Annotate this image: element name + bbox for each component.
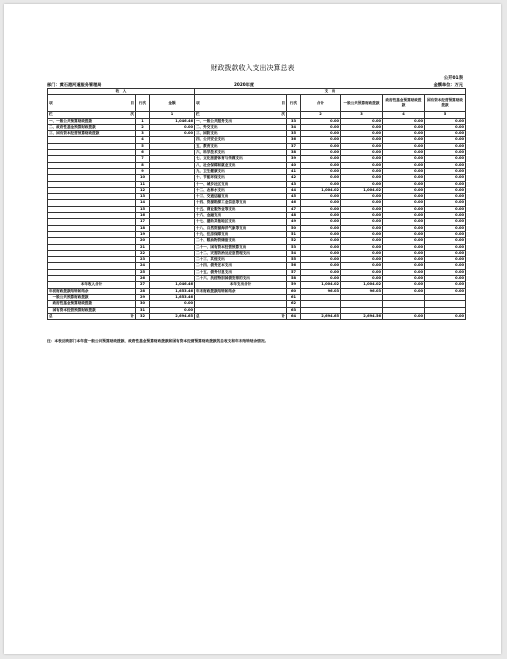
income-row-no: 29 bbox=[136, 294, 150, 300]
total-amount: 1,004.02 bbox=[301, 187, 341, 193]
gov-fund-amount: 0.00 bbox=[383, 118, 425, 124]
expense-row-no: 37 bbox=[287, 143, 301, 149]
general-budget-amount: 0.00 bbox=[341, 244, 383, 250]
gov-fund-amount: 0.00 bbox=[383, 124, 425, 130]
gov-fund-amount: 0.00 bbox=[383, 225, 425, 231]
general-budget-amount: 0.00 bbox=[341, 238, 383, 244]
income-row-no: 18 bbox=[136, 225, 150, 231]
general-budget-amount: 0.00 bbox=[341, 137, 383, 143]
expense-item: 九、卫生健康支出 bbox=[195, 168, 287, 174]
state-capital-amount: 0.00 bbox=[425, 181, 466, 187]
expense-row-no: 59 bbox=[287, 282, 301, 288]
total-amount: 0.00 bbox=[301, 231, 341, 237]
general-budget-amount: 0.00 bbox=[341, 206, 383, 212]
gov-fund-amount: 0.00 bbox=[383, 162, 425, 168]
total-income-label-text: 总 bbox=[49, 313, 53, 318]
state-capital-amount: 0.00 bbox=[425, 231, 466, 237]
expense-row-no: 51 bbox=[287, 231, 301, 237]
total-amount: 0.00 bbox=[301, 194, 341, 200]
state-capital-amount: 0.00 bbox=[425, 175, 466, 181]
gov-fund-amount: 0.00 bbox=[383, 156, 425, 162]
header-ci: 次 bbox=[130, 112, 134, 117]
gov-fund-amount: 0.00 bbox=[383, 231, 425, 237]
total-general-budget-text: 2,694.56 bbox=[363, 313, 381, 318]
footnote: 注：本表反映部门本年度一般公共预算财政拨款、政府性基金预算财政拨款和国有资本经营预算财政拨款的总收支和年末结转结余情况。 bbox=[47, 339, 269, 343]
expense-item-header bbox=[195, 95, 287, 112]
total-amount-text: 2,694.65 bbox=[321, 313, 339, 318]
income-item: 二、政府性基金预算财政拨款 bbox=[48, 124, 136, 130]
expense-item: 一、一般公共服务支出 bbox=[195, 118, 287, 124]
income-row-no: 28 bbox=[136, 288, 150, 294]
income-item: 国有资本经营预算财政拨款 bbox=[48, 307, 136, 313]
income-amount: 0.00 bbox=[150, 307, 195, 313]
general-budget-header: 一般公共预算财政拨款 bbox=[341, 95, 383, 112]
expense-item: 十一、城乡社区支出 bbox=[195, 181, 287, 187]
total-expense-label bbox=[195, 313, 287, 319]
state-capital-amount: 0.00 bbox=[425, 150, 466, 156]
income-row-no: 27 bbox=[136, 282, 150, 288]
total-amount: 0.00 bbox=[301, 131, 341, 137]
state-capital-amount: 0.00 bbox=[425, 244, 466, 250]
state-capital-amount: 0.00 bbox=[425, 276, 466, 282]
total-state-capital-text: 0.00 bbox=[455, 313, 464, 318]
gov-fund-amount: 0.00 bbox=[383, 168, 425, 174]
state-capital-amount: 0.00 bbox=[425, 187, 466, 193]
expense-row-no: 40 bbox=[287, 162, 301, 168]
general-budget-amount: 0.00 bbox=[341, 143, 383, 149]
income-row-no: 7 bbox=[136, 156, 150, 162]
expense-row-no: 33 bbox=[287, 118, 301, 124]
state-capital-amount: 0.00 bbox=[425, 194, 466, 200]
total-amount bbox=[301, 313, 341, 319]
expense-item: 五、教育支出 bbox=[195, 143, 287, 149]
total-income-label-text: 计 bbox=[130, 313, 134, 318]
income-amount-header: 金额 bbox=[150, 95, 195, 112]
gov-fund-amount: 0.00 bbox=[383, 263, 425, 269]
general-budget-amount: 0.00 bbox=[341, 200, 383, 206]
income-row-no: 12 bbox=[136, 187, 150, 193]
expense-row-no: 62 bbox=[287, 301, 301, 307]
total-amount: 0.00 bbox=[301, 244, 341, 250]
income-row-no: 6 bbox=[136, 150, 150, 156]
state-capital-amount: 0.00 bbox=[425, 168, 466, 174]
state-capital-header: 国有资本经营预算财政拨款 bbox=[425, 95, 466, 112]
general-budget-amount: 0.00 bbox=[341, 118, 383, 124]
state-capital-amount: 0.00 bbox=[425, 213, 466, 219]
expense-item: 三、国防支出 bbox=[195, 131, 287, 137]
header-item: 项 bbox=[49, 100, 53, 105]
income-row-no: 26 bbox=[136, 276, 150, 282]
expense-item: 二十五、债务付息支出 bbox=[195, 269, 287, 275]
expense-header: 支 出 bbox=[195, 89, 466, 95]
total-amount: 0.00 bbox=[301, 269, 341, 275]
unit-label: 金额单位：万元 bbox=[433, 82, 463, 87]
expense-item: 十二、农林水支出 bbox=[195, 187, 287, 193]
income-row-no-header: 行次 bbox=[136, 95, 150, 112]
income-item: 一、一般公共预算财政拨款 bbox=[48, 118, 136, 124]
total-amount: 0.00 bbox=[301, 250, 341, 256]
expense-item: 十七、援助其他地区支出 bbox=[195, 219, 287, 225]
income-row-no: 4 bbox=[136, 137, 150, 143]
income-row-no: 16 bbox=[136, 213, 150, 219]
total-amount: 0.00 bbox=[301, 124, 341, 130]
state-capital-amount: 0.00 bbox=[425, 162, 466, 168]
expense-row-no: 44 bbox=[287, 187, 301, 193]
header-item: 项 bbox=[196, 100, 200, 105]
total-amount: 0.00 bbox=[301, 206, 341, 212]
general-budget-amount: 0.00 bbox=[341, 276, 383, 282]
total-amount: 0.00 bbox=[301, 162, 341, 168]
expense-row-no: 54 bbox=[287, 250, 301, 256]
header-row-columns bbox=[48, 95, 466, 112]
total-gov-fund-text: 0.00 bbox=[414, 313, 423, 318]
income-row-no: 2 bbox=[136, 124, 150, 130]
column-number-2: 2 bbox=[301, 112, 341, 118]
total-gov-fund bbox=[383, 313, 425, 319]
budget-table bbox=[47, 88, 466, 320]
state-capital-amount: 0.00 bbox=[425, 238, 466, 244]
income-row-no: 3 bbox=[136, 131, 150, 137]
general-budget-amount: 0.00 bbox=[341, 168, 383, 174]
general-budget-amount: 0.00 bbox=[341, 269, 383, 275]
income-row-no: 8 bbox=[136, 162, 150, 168]
total-amount: 1,004.02 bbox=[301, 282, 341, 288]
gov-fund-amount: 0.00 bbox=[383, 257, 425, 263]
state-capital-amount: 0.00 bbox=[425, 288, 466, 294]
gov-fund-amount: 0.00 bbox=[383, 206, 425, 212]
total-amount: 0.00 bbox=[301, 118, 341, 124]
table-tag: 公开01表 bbox=[443, 76, 463, 81]
gov-fund-amount: 0.00 bbox=[383, 238, 425, 244]
expense-row-no: 45 bbox=[287, 194, 301, 200]
expense-row-no: 52 bbox=[287, 238, 301, 244]
gov-fund-amount: 0.00 bbox=[383, 143, 425, 149]
income-row-no: 24 bbox=[136, 263, 150, 269]
expense-row-no: 36 bbox=[287, 137, 301, 143]
income-amount: 1,653.46 bbox=[150, 294, 195, 300]
column-number-4: 4 bbox=[383, 112, 425, 118]
expense-row-no: 34 bbox=[287, 124, 301, 130]
income-item: 本年收入合计 bbox=[48, 282, 136, 288]
general-budget-amount: 0.00 bbox=[341, 181, 383, 187]
state-capital-amount: 0.00 bbox=[425, 118, 466, 124]
gov-fund-amount: 0.00 bbox=[383, 213, 425, 219]
income-row-no: 19 bbox=[136, 231, 150, 237]
expense-row-no-header: 行次 bbox=[287, 95, 301, 112]
income-row-no: 10 bbox=[136, 175, 150, 181]
income-row-no: 25 bbox=[136, 269, 150, 275]
income-amount: 0.00 bbox=[150, 124, 195, 130]
total-header: 合计 bbox=[301, 95, 341, 112]
header-ci: 次 bbox=[281, 112, 285, 117]
gov-fund-amount: 0.00 bbox=[383, 219, 425, 225]
expense-item: 七、文化旅游体育与传媒支出 bbox=[195, 156, 287, 162]
header-eye: 目 bbox=[281, 100, 285, 105]
income-row-no: 30 bbox=[136, 301, 150, 307]
general-budget-amount: 96.03 bbox=[341, 288, 383, 294]
expense-row-no: 56 bbox=[287, 263, 301, 269]
state-capital-amount: 0.00 bbox=[425, 225, 466, 231]
income-amount: 0.00 bbox=[150, 131, 195, 137]
general-budget-amount: 0.00 bbox=[341, 225, 383, 231]
income-row-no: 20 bbox=[136, 238, 150, 244]
gov-fund-amount: 0.00 bbox=[383, 276, 425, 282]
state-capital-amount: 0.00 bbox=[425, 219, 466, 225]
income-row-no: 9 bbox=[136, 168, 150, 174]
gov-fund-amount: 0.00 bbox=[383, 250, 425, 256]
income-item: 三、国有资本经营预算财政拨款 bbox=[48, 131, 136, 137]
gov-fund-amount: 0.00 bbox=[383, 137, 425, 143]
gov-fund-amount: 0.00 bbox=[383, 131, 425, 137]
expense-item: 二十二、灾害防治及应急管理支出 bbox=[195, 250, 287, 256]
total-amount: 0.00 bbox=[301, 238, 341, 244]
department-label: 部门：黄石港河道服务管理局 bbox=[47, 82, 102, 87]
income-item: 一般公共预算财政拨款 bbox=[48, 294, 136, 300]
expense-row-no: 42 bbox=[287, 175, 301, 181]
income-amount: 0.00 bbox=[150, 301, 195, 307]
general-budget-amount: 0.00 bbox=[341, 150, 383, 156]
income-row-no: 13 bbox=[136, 194, 150, 200]
income-row-no: 14 bbox=[136, 200, 150, 206]
total-income-label bbox=[48, 313, 136, 319]
column-number-5: 5 bbox=[425, 112, 466, 118]
income-header: 收 入 bbox=[48, 89, 195, 95]
expense-item: 本年支出合计 bbox=[195, 282, 287, 288]
state-capital-amount: 0.00 bbox=[425, 200, 466, 206]
expense-row-no: 58 bbox=[287, 276, 301, 282]
total-income-amount-text: 2,694.65 bbox=[175, 313, 193, 318]
total-amount: 0.00 bbox=[301, 150, 341, 156]
general-budget-amount: 0.00 bbox=[341, 257, 383, 263]
expense-row-no: 49 bbox=[287, 219, 301, 225]
total-row bbox=[48, 313, 466, 319]
general-budget-amount: 0.00 bbox=[341, 162, 383, 168]
expense-item: 十、节能环保支出 bbox=[195, 175, 287, 181]
gov-fund-amount: 0.00 bbox=[383, 181, 425, 187]
expense-row-no: 47 bbox=[287, 206, 301, 212]
general-budget-amount: 0.00 bbox=[341, 124, 383, 130]
general-budget-amount: 0.00 bbox=[341, 175, 383, 181]
header-lan: 栏 bbox=[196, 112, 200, 117]
expense-item: 八、社会保障和就业支出 bbox=[195, 162, 287, 168]
column-number-1: 1 bbox=[150, 112, 195, 118]
document-page bbox=[4, 4, 501, 654]
gov-fund-amount: 0.00 bbox=[383, 200, 425, 206]
expense-item: 二、外交支出 bbox=[195, 124, 287, 130]
total-income-row-no bbox=[136, 313, 150, 319]
column-number-3: 3 bbox=[341, 112, 383, 118]
expense-item: 四、公共安全支出 bbox=[195, 137, 287, 143]
total-amount: 0.00 bbox=[301, 213, 341, 219]
state-capital-amount: 0.00 bbox=[425, 263, 466, 269]
expense-item: 十八、自然资源海洋气象等支出 bbox=[195, 225, 287, 231]
expense-item: 十四、资源勘探工业信息等支出 bbox=[195, 200, 287, 206]
income-row-no: 5 bbox=[136, 143, 150, 149]
expense-item: 十五、商业服务业等支出 bbox=[195, 206, 287, 212]
general-budget-amount: 1,004.02 bbox=[341, 282, 383, 288]
general-budget-amount: 0.00 bbox=[341, 250, 383, 256]
expense-row-no: 48 bbox=[287, 213, 301, 219]
state-capital-amount: 0.00 bbox=[425, 282, 466, 288]
year-label: 2020年度 bbox=[234, 82, 255, 87]
state-capital-amount: 0.00 bbox=[425, 250, 466, 256]
income-amount: 1,046.46 bbox=[150, 118, 195, 124]
expense-row-no: 61 bbox=[287, 294, 301, 300]
expense-row-no: 53 bbox=[287, 244, 301, 250]
gov-fund-amount: 0.00 bbox=[383, 175, 425, 181]
general-budget-amount: 0.00 bbox=[341, 156, 383, 162]
total-expense-row-no bbox=[287, 313, 301, 319]
income-row-no: 31 bbox=[136, 307, 150, 313]
total-general-budget bbox=[341, 313, 383, 319]
gov-fund-amount: 0.00 bbox=[383, 282, 425, 288]
state-capital-amount: 0.00 bbox=[425, 137, 466, 143]
expense-item: 十六、金融支出 bbox=[195, 213, 287, 219]
expense-row-no: 41 bbox=[287, 168, 301, 174]
income-amount: 1,046.46 bbox=[150, 282, 195, 288]
total-amount: 96.03 bbox=[301, 288, 341, 294]
total-amount: 0.00 bbox=[301, 181, 341, 187]
total-amount: 0.00 bbox=[301, 175, 341, 181]
expense-item: 六、科学技术支出 bbox=[195, 150, 287, 156]
income-row-no: 15 bbox=[136, 206, 150, 212]
state-capital-amount: 0.00 bbox=[425, 156, 466, 162]
income-item: 年初财政拨款结转和结余 bbox=[48, 288, 136, 294]
total-amount: 0.00 bbox=[301, 156, 341, 162]
total-amount: 0.00 bbox=[301, 168, 341, 174]
expense-row-no: 55 bbox=[287, 257, 301, 263]
expense-item: 十九、住房保障支出 bbox=[195, 231, 287, 237]
expense-row-no: 43 bbox=[287, 181, 301, 187]
total-amount: 0.00 bbox=[301, 225, 341, 231]
total-amount: 0.00 bbox=[301, 200, 341, 206]
income-row-no: 22 bbox=[136, 250, 150, 256]
header-eye: 目 bbox=[130, 100, 134, 105]
expense-item: 年末财政拨款结转和结余 bbox=[195, 288, 287, 294]
state-capital-amount: 0.00 bbox=[425, 206, 466, 212]
expense-item: 二十、粮油物资储备支出 bbox=[195, 238, 287, 244]
general-budget-amount: 0.00 bbox=[341, 263, 383, 269]
total-income-amount bbox=[150, 313, 195, 319]
total-amount: 0.00 bbox=[301, 276, 341, 282]
state-capital-amount: 0.00 bbox=[425, 143, 466, 149]
total-amount: 0.00 bbox=[301, 137, 341, 143]
income-row-no: 11 bbox=[136, 181, 150, 187]
general-budget-amount: 0.00 bbox=[341, 231, 383, 237]
gov-fund-amount: 0.00 bbox=[383, 244, 425, 250]
income-row-no: 17 bbox=[136, 219, 150, 225]
expense-row-no: 46 bbox=[287, 200, 301, 206]
expense-item: 二十三、其他支出 bbox=[195, 257, 287, 263]
state-capital-amount: 0.00 bbox=[425, 131, 466, 137]
expense-row-no: 63 bbox=[287, 307, 301, 313]
expense-row-no: 60 bbox=[287, 288, 301, 294]
state-capital-amount: 0.00 bbox=[425, 257, 466, 263]
total-state-capital bbox=[425, 313, 466, 319]
total-amount: 0.00 bbox=[301, 143, 341, 149]
income-amount: 1,653.46 bbox=[150, 288, 195, 294]
total-expense-label-text: 总 bbox=[196, 313, 200, 318]
expense-row-no: 39 bbox=[287, 156, 301, 162]
expense-item: 十三、交通运输支出 bbox=[195, 194, 287, 200]
gov-fund-amount: 0.00 bbox=[383, 269, 425, 275]
expense-item: 二十六、抗疫特别国债安排的支出 bbox=[195, 276, 287, 282]
total-amount: 0.00 bbox=[301, 219, 341, 225]
general-budget-amount: 0.00 bbox=[341, 131, 383, 137]
income-row-no: 21 bbox=[136, 244, 150, 250]
income-item-header bbox=[48, 95, 136, 112]
expense-row-no: 38 bbox=[287, 150, 301, 156]
gov-fund-amount: 0.00 bbox=[383, 288, 425, 294]
income-row-no: 23 bbox=[136, 257, 150, 263]
gov-fund-amount: 0.00 bbox=[383, 187, 425, 193]
general-budget-amount: 0.00 bbox=[341, 219, 383, 225]
expense-item: 二十一、国有资本经营预算支出 bbox=[195, 244, 287, 250]
expense-row-no: 35 bbox=[287, 131, 301, 137]
income-row-no: 1 bbox=[136, 118, 150, 124]
state-capital-amount: 0.00 bbox=[425, 269, 466, 275]
total-income-row-no-text: 32 bbox=[139, 313, 145, 318]
general-budget-amount: 0.00 bbox=[341, 213, 383, 219]
header-lan: 栏 bbox=[49, 112, 53, 117]
expense-item: 二十四、债务还本支出 bbox=[195, 263, 287, 269]
general-budget-amount: 0.00 bbox=[341, 194, 383, 200]
expense-row-no: 57 bbox=[287, 269, 301, 275]
expense-row-no: 50 bbox=[287, 225, 301, 231]
general-budget-amount: 1,004.02 bbox=[341, 187, 383, 193]
total-amount: 0.00 bbox=[301, 263, 341, 269]
state-capital-amount: 0.00 bbox=[425, 124, 466, 130]
income-item: 政府性基金预算财政拨款 bbox=[48, 301, 136, 307]
total-expense-label-text: 计 bbox=[281, 313, 285, 318]
gov-fund-amount: 0.00 bbox=[383, 150, 425, 156]
gov-fund-header: 政府性基金预算财政拨款 bbox=[383, 95, 425, 112]
document-title: 财政拨款收入支出决算总表 bbox=[210, 64, 295, 72]
total-amount: 0.00 bbox=[301, 257, 341, 263]
total-expense-row-no-text: 64 bbox=[290, 313, 296, 318]
gov-fund-amount: 0.00 bbox=[383, 194, 425, 200]
